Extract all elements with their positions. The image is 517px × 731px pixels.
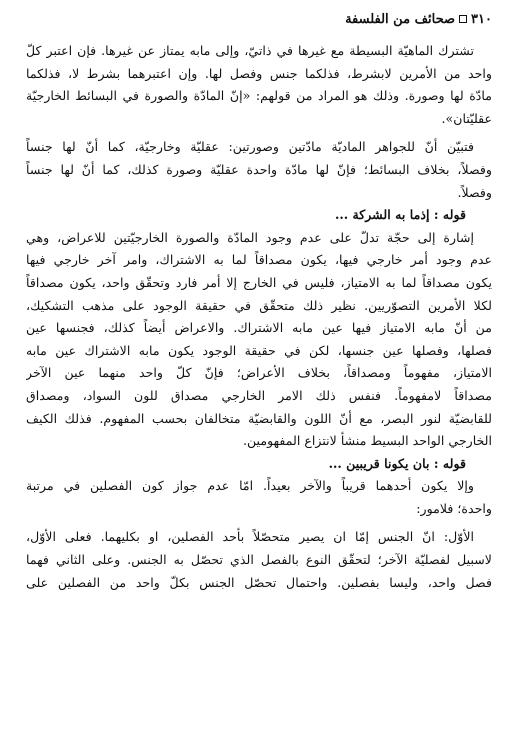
paragraph (26, 136, 492, 204)
text-line: فصل واحد، وليسا بفصلين. واحتمال تحصّل الجنس بكلّ واحد من الفصلين على (26, 574, 492, 590)
running-header (26, 8, 492, 30)
text-line: واحدة؛ فلامور: (416, 500, 492, 516)
text-line: واحد من الأمرين لابشرط، فذلكما جنس وفصل لها. وإن اعتبرهما بشرط لا، فذلكما (26, 65, 492, 81)
text-line: عدم وجود أمر خارجي فيها، يكون مصداقاً لما به الاشتراك، وامر آخر خارجي فيها (26, 252, 492, 268)
text-line: من أنّ مابه الامتياز فيها عين مابه الاشتراك. والاعراض أيضاً كذلك، فجنسها عين (26, 320, 492, 336)
text-line: وإلا يكون أحدهما قريباً والآخر بعيداً. امّا عدم جواز كون الفصلين في مرتبة (26, 478, 474, 494)
text-line: الأوّل: انّ الجنس إمّا ان يصير متحصّلاً بأحد الفصلين، او بكليهما. فعلى الأوّل، (26, 529, 474, 545)
text-line: يكون مصداقاً لما به الامتياز، فليس في الخارج إلا أمر فارد وتحقّق واحد، يكون مصداقاً (26, 274, 492, 290)
paragraph (26, 475, 492, 520)
document-page (26, 8, 492, 594)
text-line: مادّة لها وصورة. وذلك هو المراد من قولهم: «إنّ المادّة والصورة في البسائط الخارجيّة (26, 88, 492, 104)
page-number: ٣١٠ (471, 11, 492, 27)
text-line: لاسبيل لفصليّة الآخر؛ لتحقّق النوع بالفصل الذي تحصّل به الجنس. وعلى الثاني فهما (26, 552, 492, 568)
header-separator-box (459, 15, 467, 23)
text-line: مصداقاً لامفهوماً. فنفس ذلك الامر الخارجي مصداق للون السواد، ومصداق (26, 387, 492, 403)
text-line: فصلها، وفصلها عين جنسها، لكن في حقيقة الوجود يكون مابه الاشتراك عين مابه (26, 342, 492, 358)
paragraph (26, 40, 492, 130)
text-line: تشترك الماهيّة البسيطة مع غيرها في ذاتيّ، وإلى مابه يمتاز عن غيرها. فإن اعتبر كلّ (26, 43, 474, 58)
text-line: الخارجي الواحد البسيط منشأ لانتزاع المفهومين. (242, 433, 492, 449)
book-title: صحائف من الفلسفة (345, 11, 456, 27)
commentary-heading: قوله : إذما به الشركة ... (334, 207, 466, 223)
text-line: عقليّتان». (441, 110, 492, 126)
paragraph (26, 227, 492, 453)
text-line: لكلا الأمرين التصوّريين. نظير ذلك متحقّق في حقيقة الوجود على مذهب التشكيك، (26, 297, 492, 313)
text-line: وفصلاً، بخلاف البسائط؛ فإنّ لها مادّة واحدة عقليّة وصورة كذلك، كما أنّ لها جنساً (26, 161, 492, 177)
commentary-heading: قوله : بان يكونا قريبين ... (328, 455, 466, 471)
body-text (26, 40, 492, 594)
text-line: الامتياز، مفهوماً ومصداقاً، بخلاف الأعراض؛ فإنّ كلّ واحد منهما عين الآخر (26, 365, 492, 381)
text-line: إشارة إلى حجّة تدلّ على عدم وجود المادّة والصورة الخارجيّتين للاعراض، وهي (26, 229, 474, 245)
text-line: وفصلاً. (457, 184, 492, 200)
paragraph (26, 526, 492, 594)
text-line: فتبيّن أنّ للجواهر الماديّة مادّتين وصورتين: عقليّة وخارجيّة، كما أنّ لها جنساً (26, 139, 474, 155)
text-line: للقابضيّة لنور البصر، مع أنّ اللون والقابضيّة متخالفان بحسب المفهوم. فذلك الكيف (26, 410, 492, 426)
